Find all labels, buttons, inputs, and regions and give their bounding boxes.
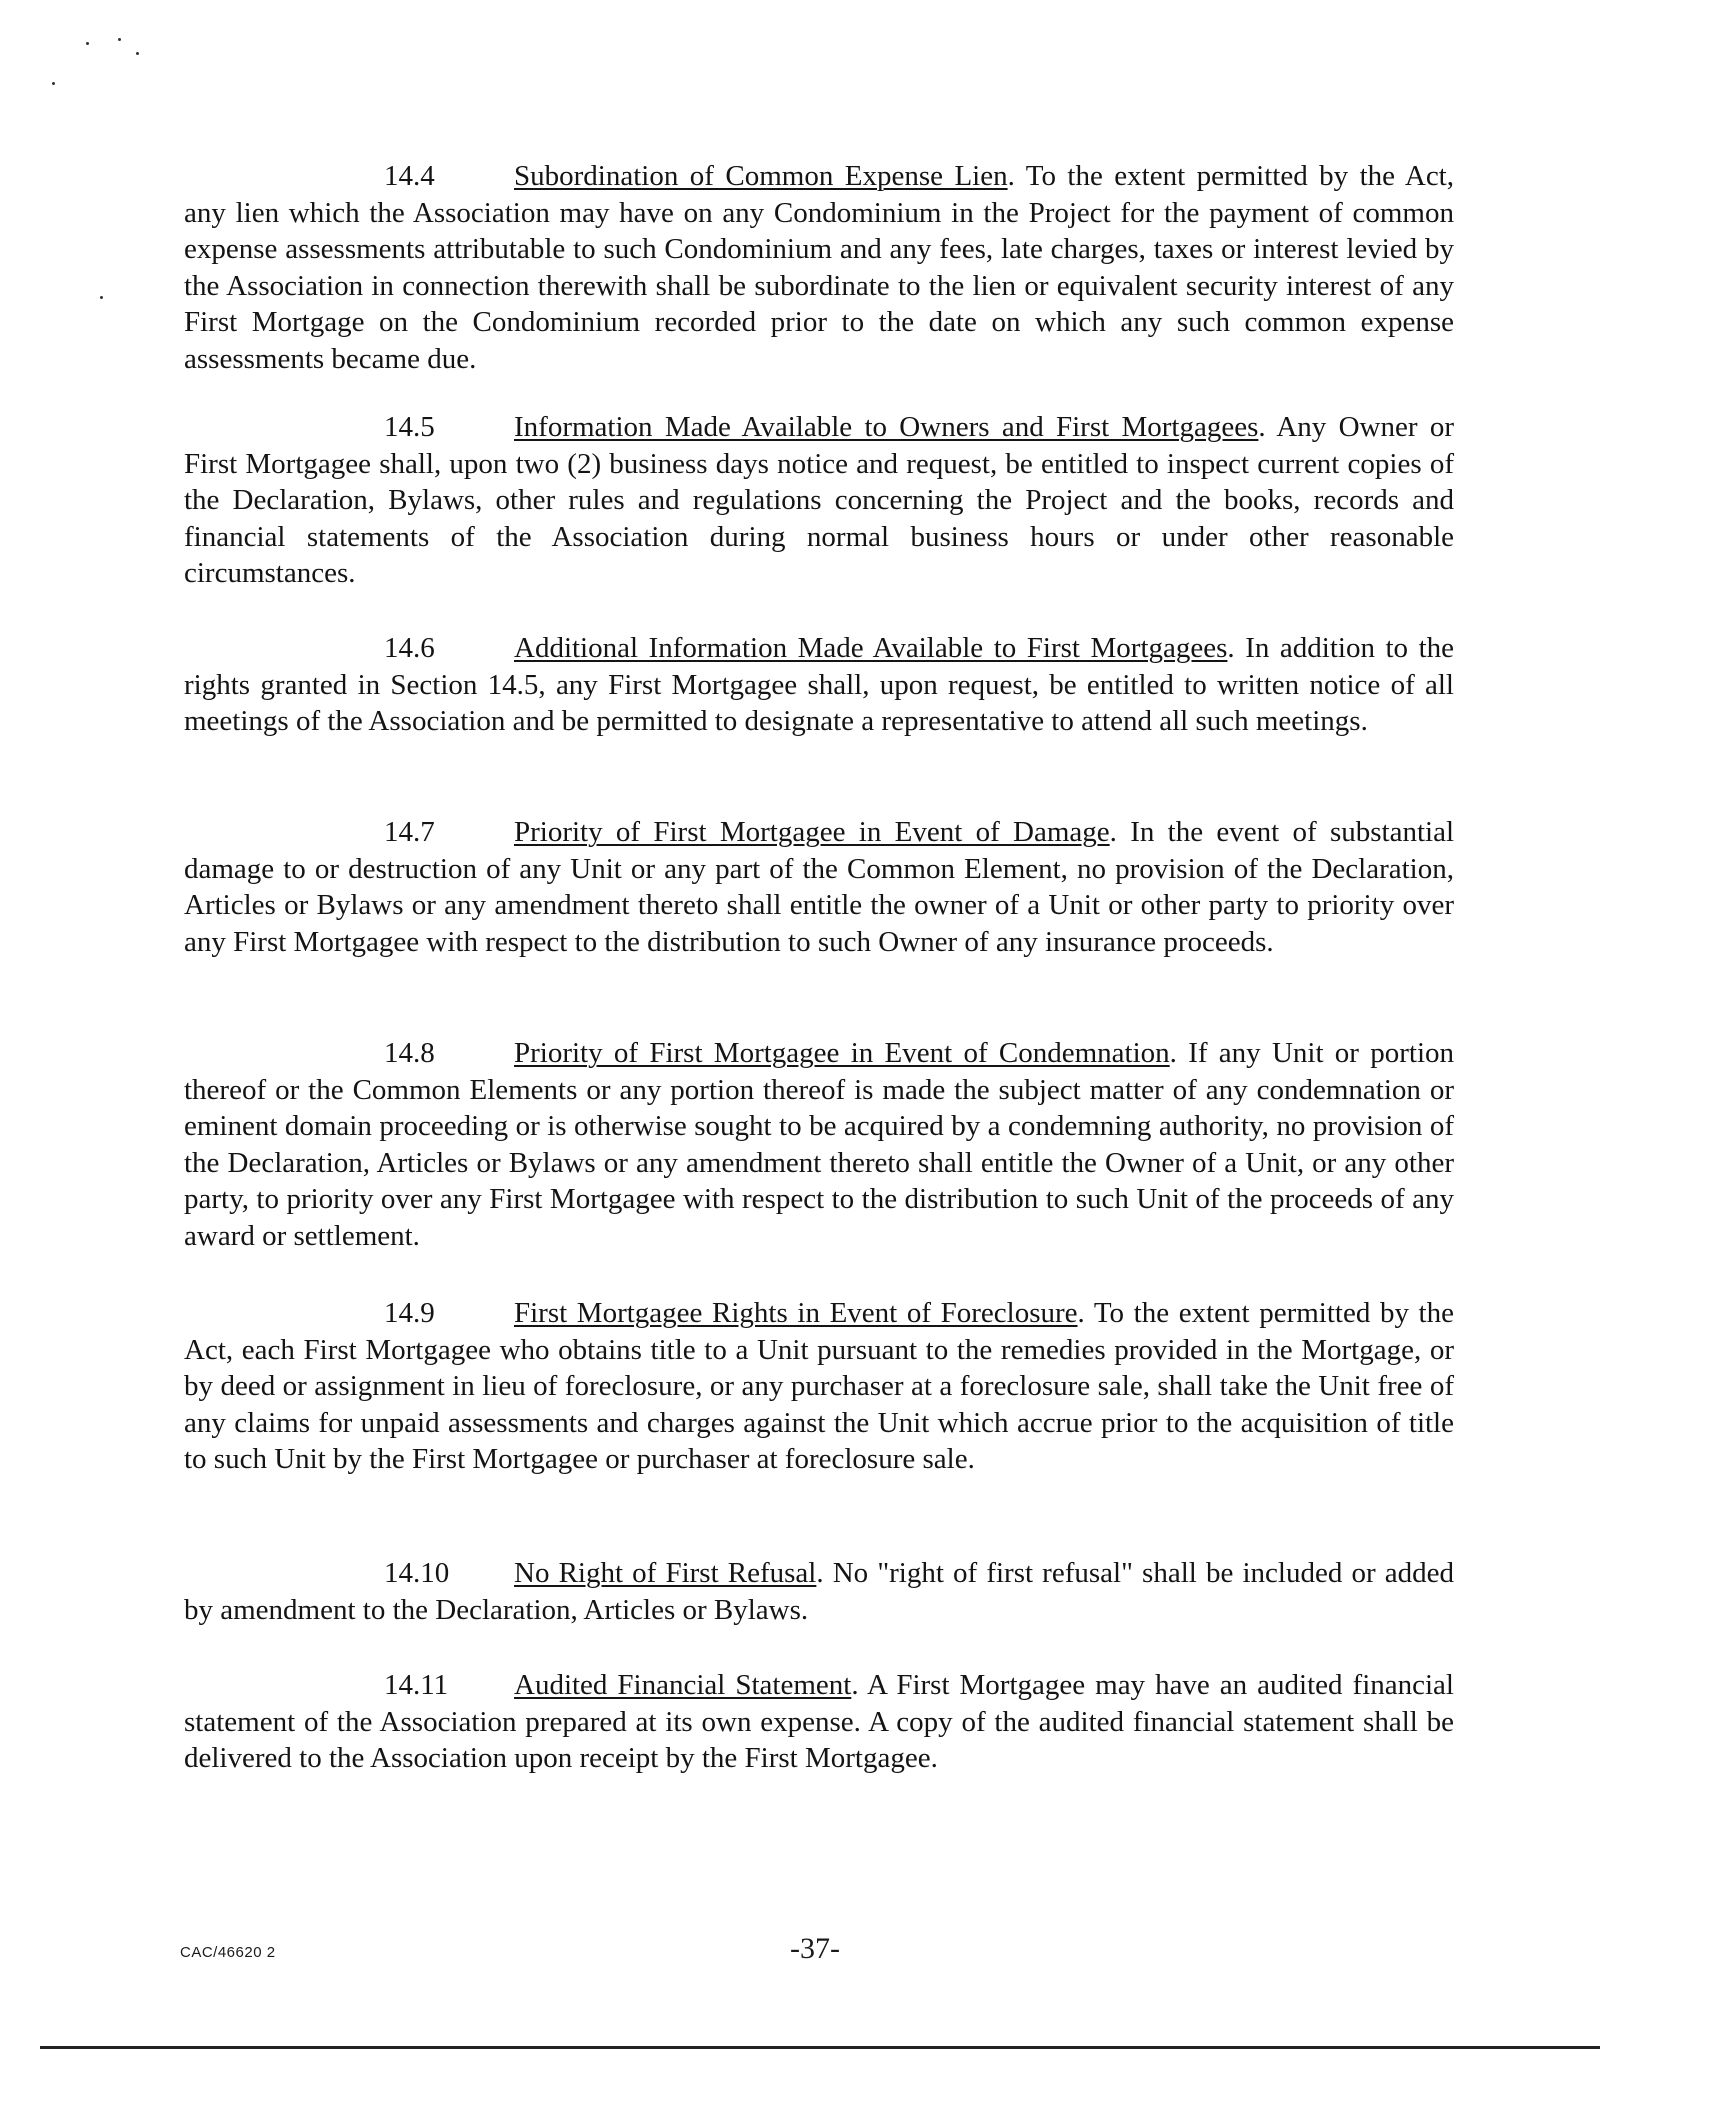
- section-heading: Additional Information Made Available to First Mortgagees: [514, 632, 1228, 664]
- section-body: . To the extent permitted by the Act, any lien which the Association may have on any Condominium in the Project for the payment of common expense assessments attributable to such Condominium and any fees, late charges, taxes or interest levied by the Association in connection therewith shall be subordinate to the lien or equivalent security interest of any First Mortgage on the Condominium recorded prior to the date on which any such common expense assessments became due.: [184, 160, 1454, 375]
- section-number: 14.11: [384, 1669, 449, 1701]
- section-number: 14.10: [384, 1557, 450, 1589]
- section-number: 14.7: [384, 816, 435, 848]
- section-number: 14.9: [384, 1297, 435, 1329]
- section-body: . If any Unit or portion thereof or the Common Elements or any portion thereof is made the subject matter of any condemnation or eminent domain proceeding or is otherwise sought to be acquired by a condemning authority, no provision of the Declaration, Articles or Bylaws or any amendment thereto shall entitle the Owner of a Unit, or any other party, to priority over any First Mortgagee with respect to the distribution to such Unit of the proceeds of any award or settlement.: [184, 1037, 1455, 1252]
- scan-speck: [86, 42, 89, 45]
- section-number: 14.8: [384, 1037, 435, 1069]
- section-14-9: [184, 1295, 1454, 1478]
- scan-speck: [52, 82, 55, 85]
- section-heading: First Mortgagee Rights in Event of Foreclosure: [514, 1297, 1078, 1329]
- document-code: CAC/46620 2: [180, 1944, 276, 1961]
- section-body: . In the event of substantial damage to or destruction of any Unit or any part of the Common Element, no provision of the Declaration, Articles or Bylaws or any amendment thereto shall entitle the owner of a Unit or other party to priority over any First Mortgagee with respect to the distribution to such Owner of any insurance proceeds.: [184, 816, 1454, 958]
- scan-speck: [118, 38, 121, 41]
- section-body: . Any Owner or First Mortgagee shall, upon two (2) business days notice and request, be entitled to inspect current copies of the Declaration, Bylaws, other rules and regulations concerning the Project and the books, records and financial statements of the Association during normal business hours or under other reasonable circumstances.: [184, 411, 1454, 590]
- section-body: . To the extent permitted by the Act, each First Mortgagee who obtains title to a Unit pursuant to the remedies provided in the Mortgage, or by deed or assignment in lieu of foreclosure, or any purchaser at a foreclosure sale, shall take the Unit free of any claims for unpaid assessments and charges against the Unit which accrue prior to the acquisition of title to such Unit by the First Mortgagee or purchaser at foreclosure sale.: [184, 1297, 1454, 1476]
- section-heading: Information Made Available to Owners and First Mortgagees: [514, 411, 1259, 443]
- section-number: 14.4: [384, 160, 435, 192]
- section-body: . In addition to the rights granted in Section 14.5, any First Mortgagee shall, upon request, be entitled to written notice of all meetings of the Association and be permitted to designate a representative to attend all such meetings.: [184, 632, 1454, 738]
- section-14-11: [184, 1667, 1454, 1777]
- section-number: 14.6: [384, 632, 435, 664]
- section-14-7: [184, 814, 1454, 960]
- section-heading: Priority of First Mortgagee in Event of Condemnation: [514, 1037, 1170, 1069]
- page-number: -37-: [790, 1932, 840, 1965]
- scan-speck: [136, 52, 139, 55]
- bottom-rule: [40, 2046, 1600, 2049]
- section-heading: Audited Financial Statement: [514, 1669, 852, 1701]
- section-14-6: [184, 630, 1454, 740]
- section-heading: Priority of First Mortgagee in Event of Damage: [514, 816, 1110, 848]
- section-body: . A First Mortgagee may have an audited financial statement of the Association prepared at its own expense. A copy of the audited financial statement shall be delivered to the Association upon receipt by the First Mortgagee.: [184, 1669, 1454, 1775]
- section-heading: Subordination of Common Expense Lien: [514, 160, 1008, 192]
- section-14-8: [184, 1035, 1454, 1255]
- section-14-4: [184, 158, 1454, 378]
- section-number: 14.5: [384, 411, 435, 443]
- section-body: . No "right of first refusal" shall be included or added by amendment to the Declaration, Articles or Bylaws.: [184, 1557, 1454, 1626]
- section-14-5: [184, 409, 1454, 592]
- section-heading: No Right of First Refusal: [514, 1557, 817, 1589]
- section-14-10: [184, 1555, 1454, 1628]
- scan-speck: [100, 296, 103, 299]
